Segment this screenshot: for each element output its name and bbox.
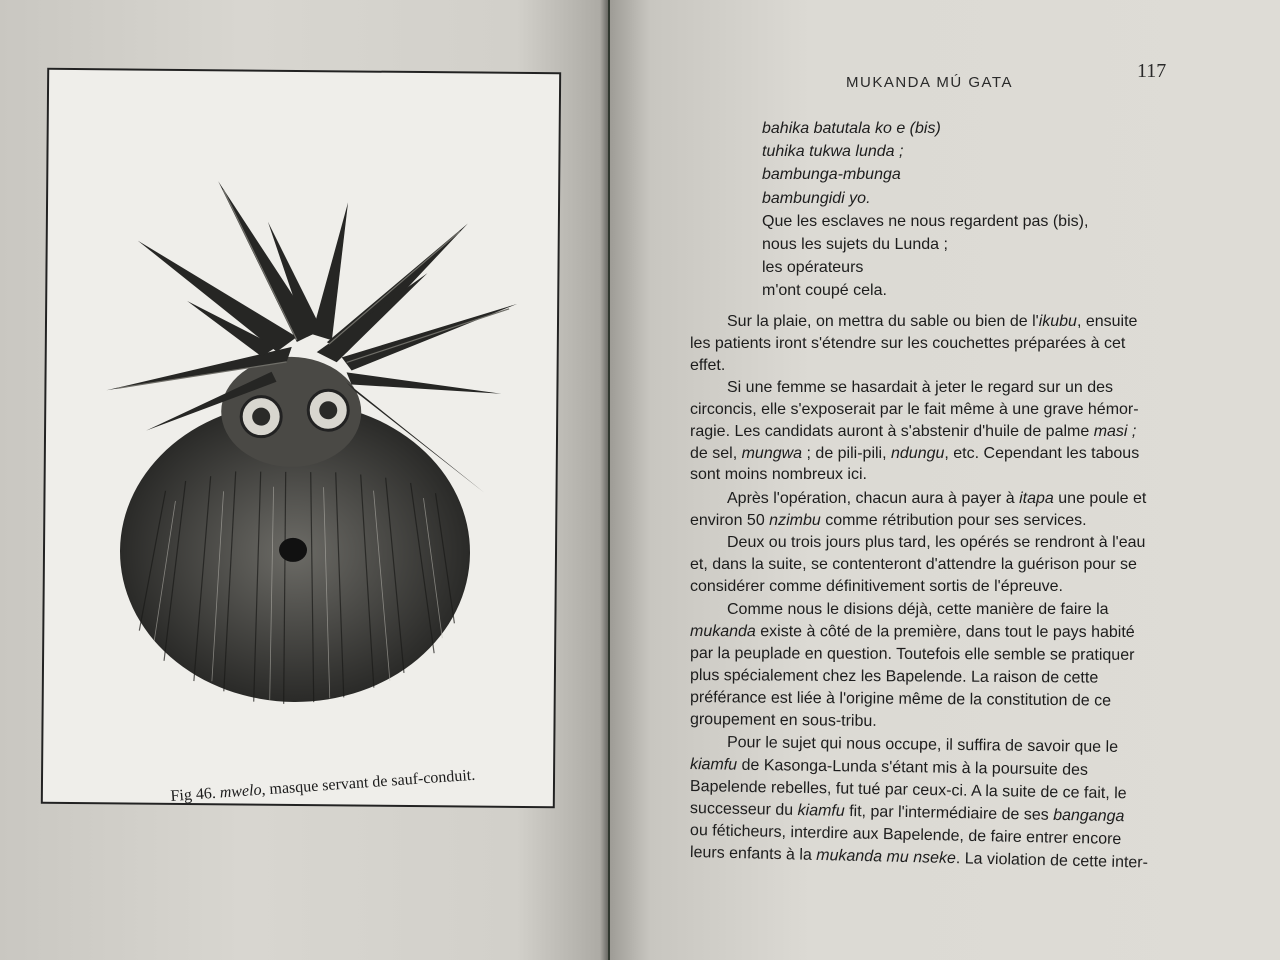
figure-46-photo [41,68,561,808]
italic-term: kiamfu [689,756,738,774]
body-line [727,490,1146,508]
text-run: ragie. Les candidats auront à s'abstenir d'huile de palme [690,423,1094,440]
text-run: , ensuite [1076,313,1138,330]
body-line [690,423,1136,441]
body-line [690,357,725,375]
text-run: plus spécialement chez les Bapelende. La raison de cette [689,667,1099,687]
text-run: effet. [690,357,726,374]
body-line [727,313,1137,331]
mask-illustration [43,70,559,806]
body-line [690,335,1125,353]
song-line: Que les esclaves ne nous regardent pas (bis), [762,213,1089,230]
text-run: . La violation de cette inter- [955,850,1149,872]
italic-term: nzimbu [769,512,821,529]
text-run: Après l'opération, chacun aura à payer à [727,490,1020,507]
figure-number: Fig 46. [170,784,217,805]
body-line [727,534,1145,552]
body-line [690,578,1063,596]
italic-term: mukanda [689,623,756,641]
text-run: environ 50 [690,512,770,529]
running-head: MUKANDA MÚ GATA [846,74,1013,91]
text-run: Pour le sujet qui nous occupe, il suffira de savoir que le [726,734,1119,756]
text-run: sont moins nombreux ici. [690,466,867,483]
body-line [690,711,877,731]
body-line [690,512,1087,530]
text-run: ou féticheurs, interdire aux Bapelende, de faire entrer encore [689,822,1122,849]
left-page [0,0,608,960]
text-run: une poule et [1053,490,1147,507]
body-line [690,667,1098,688]
song-line: m'ont coupé cela. [762,282,887,299]
body-line [727,601,1109,619]
text-run: Si une femme se hasardait à jeter le regard sur un des [727,379,1113,396]
text-run: ; de pili-pili, [802,445,891,462]
italic-term: itapa [1019,490,1054,507]
text-run: préférance est liée à l'origine même de la constitution de ce [689,689,1112,710]
italic-term: mungwa [741,445,803,462]
text-run: Bapelende rebelles, fut tué par ceux-ci. A la suite de ce fait, le [689,778,1127,803]
text-run: existe à côté de la première, dans tout le pays habité [755,623,1135,641]
italic-term: kiamfu [797,802,845,820]
song-line: les opérateurs [762,259,864,276]
text-run: leurs enfants à la [689,844,817,864]
song-line: bambungidi yo. [762,190,871,207]
figure-caption-text: , masque servant de sauf-conduit. [260,766,476,799]
body-line [727,379,1113,397]
text-run: comme rétribution pour ses services. [820,512,1087,529]
text-run: Deux ou trois jours plus tard, les opérés se rendront à l'eau [727,534,1146,551]
text-run: groupement en sous-tribu. [689,711,877,730]
body-line [690,445,1139,463]
body-line [690,556,1137,574]
text-run: les patients iront s'étendre sur les couchettes préparées à cet [690,335,1126,352]
page-number: 117 [1137,60,1167,82]
text-run: par la peuplade en question. Toutefois elle semble se pratiquer [689,645,1135,664]
song-line: bambunga-mbunga [762,166,901,183]
body-line [690,466,867,484]
body-line [690,401,1139,419]
song-line: bahika batutala ko e (bis) [762,120,941,137]
body-line [690,645,1135,665]
text-run: , etc. Cependant les tabous [944,445,1140,462]
italic-term: banganga [1053,806,1125,826]
text-run: et, dans la suite, se contenteront d'attendre la guérison pour se [690,556,1137,573]
italic-term: masi ; [1093,423,1137,440]
figure-term: mwelo [219,781,263,802]
body-line [690,689,1111,711]
song-line: tuhika tukwa lunda ; [762,143,904,160]
body-line [690,623,1135,642]
text-run: circoncis, elle s'exposerait par le fait même à une grave hémor- [690,401,1139,418]
text-run: de sel, [690,445,742,462]
song-line: nous les sujets du Lunda ; [762,236,948,253]
italic-term: ikubu [1038,313,1077,330]
text-run: de Kasonga-Lunda s'étant mis à la poursuite des [737,756,1089,779]
text-run: considérer comme définitivement sortis de l'épreuve. [690,578,1063,595]
italic-term: ndungu [891,445,945,462]
text-run: fit, par l'intermédiaire de ses [844,802,1054,824]
text-run: Sur la plaie, on mettra du sable ou bien de l' [727,313,1039,330]
text-run: Comme nous le disions déjà, cette manière de faire la [727,601,1109,618]
italic-term: mukanda mu nseke [816,846,957,868]
text-run: successeur du [689,800,798,820]
